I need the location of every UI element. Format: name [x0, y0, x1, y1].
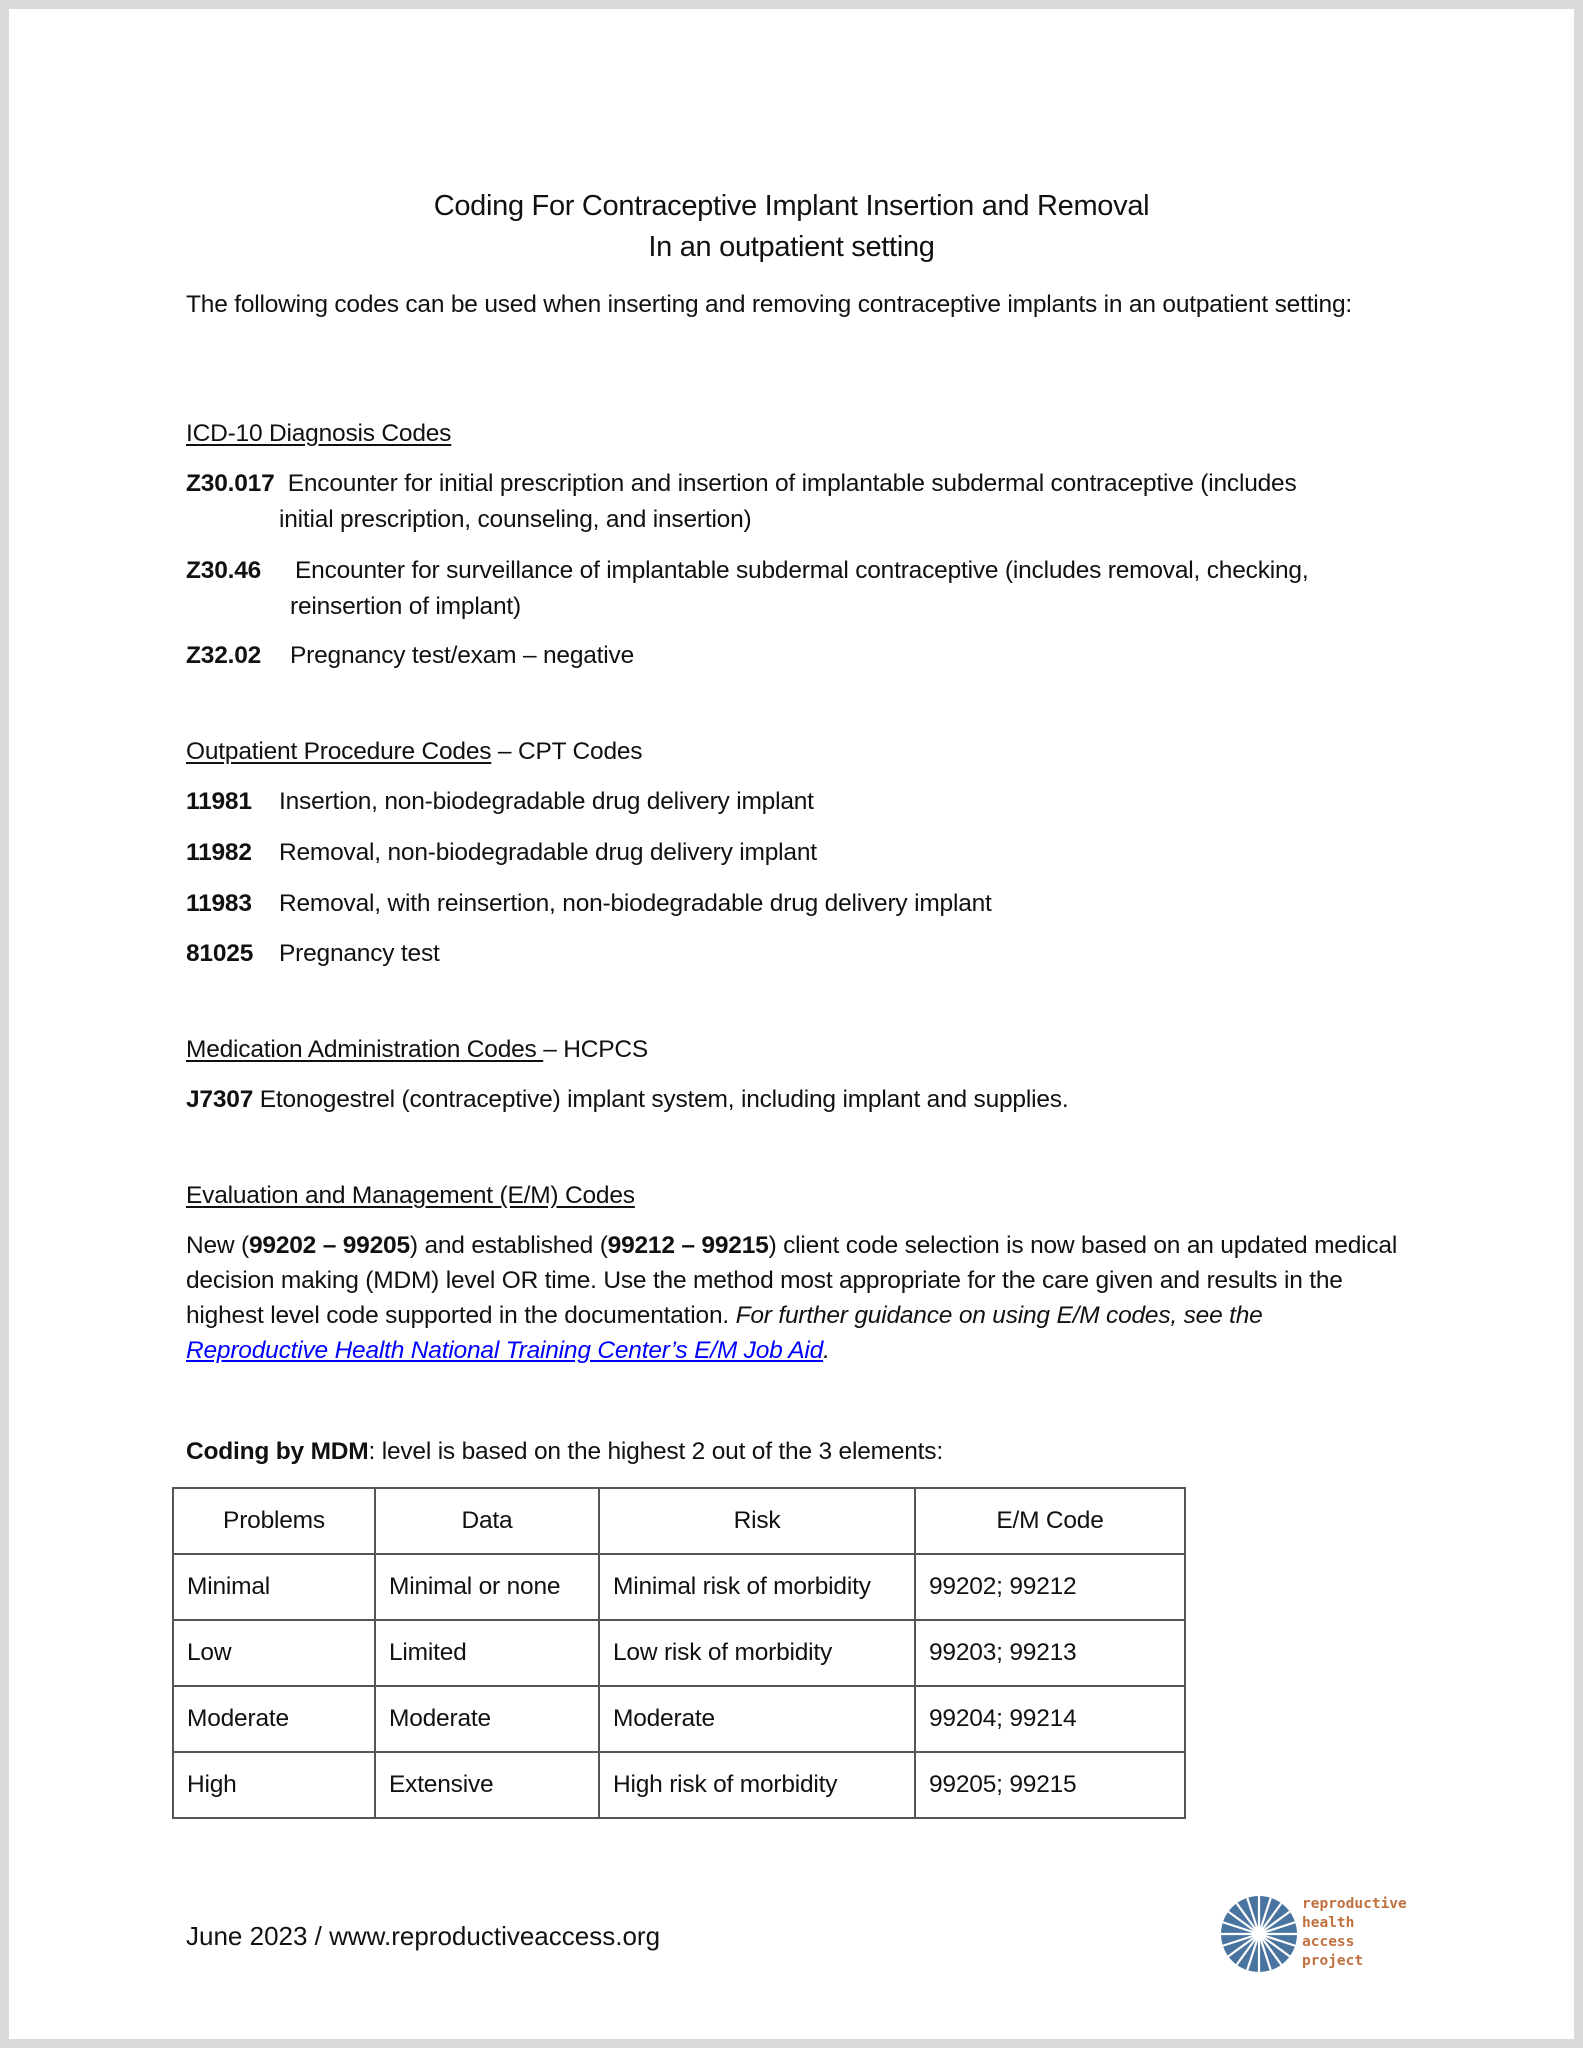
em-text: New ( — [186, 1232, 249, 1259]
cpt-heading-suffix: – CPT Codes — [491, 738, 643, 765]
table-cell: 99205; 99215 — [915, 1752, 1185, 1818]
mdm-lead — [186, 1434, 943, 1470]
icd10-desc: Pregnancy test/exam – negative — [290, 642, 635, 669]
icd10-item — [186, 553, 261, 589]
mdm-lead-text: : level is based on the highest 2 out of the 3 elements: — [368, 1438, 943, 1465]
cpt-code: 81025 — [186, 940, 254, 967]
hcpcs-heading-label: Medication Administration Codes — [186, 1036, 544, 1063]
table-cell: Extensive — [375, 1752, 599, 1818]
hcpcs-desc: Etonogestrel (contraceptive) implant system, including implant and supplies. — [253, 1086, 1069, 1113]
table-header-row — [173, 1488, 1185, 1554]
table-row — [173, 1620, 1185, 1686]
rhap-logo-icon — [1219, 1894, 1299, 1974]
icd10-item — [186, 466, 1297, 502]
table-row — [173, 1752, 1185, 1818]
icd10-code: Z30.017 — [186, 470, 275, 497]
hcpcs-heading — [186, 1032, 648, 1068]
icd10-heading: ICD-10 Diagnosis Codes — [186, 420, 452, 447]
em-job-aid-link[interactable]: Reproductive Health National Training Center’s E/M Job Aid — [186, 1337, 824, 1364]
icd10-desc-cont: reinsertion of implant) — [290, 593, 521, 620]
cpt-heading-label: Outpatient Procedure Codes — [186, 738, 492, 765]
hcpcs-item — [186, 1082, 1068, 1118]
table-header: Problems — [173, 1488, 375, 1554]
table-header: Risk — [599, 1488, 915, 1554]
table-header: Data — [375, 1488, 599, 1554]
table-cell: Low risk of morbidity — [599, 1620, 915, 1686]
table-cell: Minimal risk of morbidity — [599, 1554, 915, 1620]
cpt-heading — [186, 734, 642, 770]
table-cell: 99203; 99213 — [915, 1620, 1185, 1686]
icd10-code: Z30.46 — [186, 557, 262, 584]
em-guidance-text: For further guidance on using E/M codes, see the — [735, 1302, 1263, 1329]
cpt-desc: Insertion, non-biodegradable drug delivery implant — [279, 788, 814, 815]
table-cell: Low — [173, 1620, 375, 1686]
logo-line: health — [1302, 1915, 1355, 1931]
em-text: ) client code selection is now based on an updated medical decision making (MDM) level OR time. Use the method most appropriate for the care given and results in the highest level code supported in the documentation. — [186, 1232, 1398, 1329]
cpt-item — [186, 784, 252, 820]
icd10-desc: Encounter for initial prescription and insertion of implantable subdermal contraceptive (includes — [287, 470, 1297, 497]
footer-text: June 2023 / www.reproductiveaccess.org — [186, 1921, 661, 1951]
table-cell: Limited — [375, 1620, 599, 1686]
em-text: ) and established ( — [409, 1232, 608, 1259]
cpt-desc: Pregnancy test — [279, 940, 440, 967]
table-row — [173, 1686, 1185, 1752]
icd10-item — [186, 638, 261, 674]
table-cell: High — [173, 1752, 375, 1818]
em-paragraph — [186, 1228, 1406, 1368]
icd10-code: Z32.02 — [186, 642, 262, 669]
cpt-item — [186, 886, 252, 922]
table-cell: Minimal or none — [375, 1554, 599, 1620]
logo-line: access — [1302, 1934, 1355, 1950]
hcpcs-code: J7307 — [186, 1086, 254, 1113]
table-cell: Moderate — [375, 1686, 599, 1752]
em-established-range: 99212 – 99215 — [607, 1232, 769, 1259]
em-text: . — [823, 1337, 830, 1364]
table-cell: 99202; 99212 — [915, 1554, 1185, 1620]
intro-paragraph: The following codes can be used when inserting and removing contraceptive implants in an outpatient setting: — [186, 291, 1353, 318]
mdm-table — [172, 1487, 1186, 1819]
mdm-lead-label: Coding by MDM — [186, 1438, 369, 1465]
cpt-code: 11981 — [186, 788, 252, 815]
cpt-code: 11982 — [186, 839, 252, 866]
table-cell: 99204; 99214 — [915, 1686, 1185, 1752]
cpt-desc: Removal, non-biodegradable drug delivery implant — [279, 839, 817, 866]
cpt-item — [186, 835, 252, 871]
logo-text — [1302, 1895, 1407, 1971]
icd10-desc-cont: initial prescription, counseling, and insertion) — [279, 506, 752, 533]
cpt-item — [186, 936, 253, 972]
table-cell: Moderate — [173, 1686, 375, 1752]
table-header: E/M Code — [915, 1488, 1185, 1554]
table-row — [173, 1554, 1185, 1620]
em-heading: Evaluation and Management (E/M) Codes — [186, 1182, 635, 1209]
cpt-desc: Removal, with reinsertion, non-biodegradable drug delivery implant — [279, 890, 992, 917]
em-new-range: 99202 – 99205 — [248, 1232, 410, 1259]
table-cell: High risk of morbidity — [599, 1752, 915, 1818]
cpt-code: 11983 — [186, 890, 252, 917]
hcpcs-heading-suffix: – HCPCS — [543, 1036, 648, 1063]
page-title: Coding For Contraceptive Implant Insertion and Removal — [433, 190, 1150, 222]
logo-line: reproductive — [1302, 1896, 1407, 1912]
icd10-desc: Encounter for surveillance of implantable subdermal contraceptive (includes removal, checking, — [295, 557, 1309, 584]
table-cell: Minimal — [173, 1554, 375, 1620]
logo-line: project — [1302, 1953, 1364, 1969]
table-cell: Moderate — [599, 1686, 915, 1752]
page-subtitle: In an outpatient setting — [648, 231, 935, 263]
